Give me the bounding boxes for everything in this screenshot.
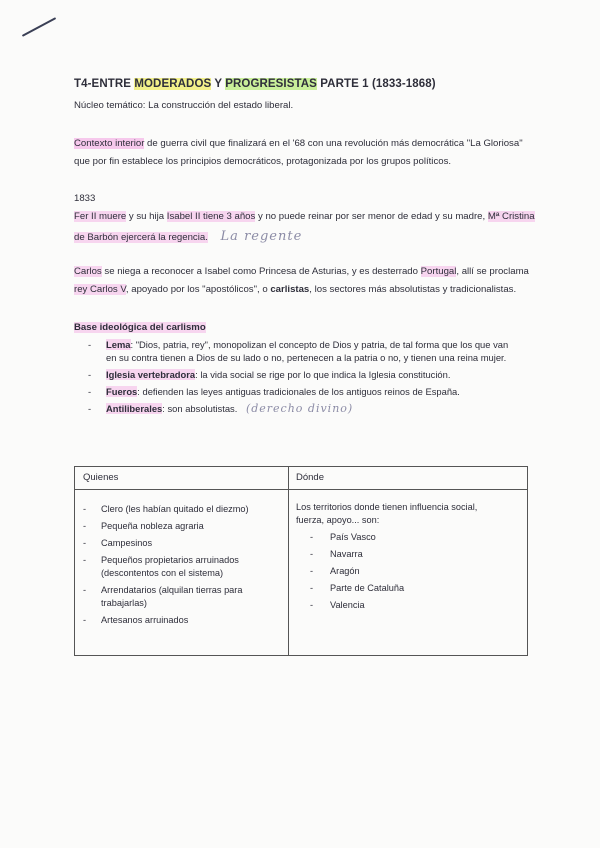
row-dash: - [310,532,314,542]
row-text: Pequeños propietarios arruinados [101,555,239,565]
row-text: Campesinos [101,538,153,548]
handwritten-note-derecho-divino: (derecho divino) [245,402,354,415]
pen-stroke-mark [22,17,56,37]
fernando-text-d: y no puede reinar por ser menor de edad y su madre, [255,211,488,222]
fernando-muere: Fer II muere [74,211,127,222]
donde-intro-text: Los territorios donde tienen influencia social, [296,502,478,512]
carlismo-heading-text: Base ideológica del carlismo [74,322,206,333]
list-item [88,402,508,415]
table-header-donde: Dónde [296,472,324,483]
bullet-term: Antiliberales [106,403,163,414]
fernando-text-b: y su hija [126,211,167,222]
title-suffix: PARTE 1 (1833-1868) [316,78,436,90]
carlos-text-d: , allí se proclama [456,266,529,277]
row-dash: - [310,549,314,559]
quienes-donde-table [74,466,528,656]
carlos-line-1 [74,266,529,277]
row-dash: - [83,504,87,514]
bullet-dash: - [88,369,92,380]
quienes-list [75,503,285,631]
year-1833: 1833 [74,193,96,204]
table-row [296,582,524,595]
donde-intro [296,501,524,527]
carlismo-heading [74,322,206,333]
list-item [88,338,508,364]
bullet-dash: - [88,339,92,350]
carlos-text-b: se niega a reconocer a Isabel como Princesa de Asturias, y es desterrado [101,266,421,277]
maria-cristina: Mª Cristina [487,211,535,222]
table-row [75,537,285,550]
row-dash: - [310,600,314,610]
title-moderados: MODERADOS [134,78,212,90]
table-row [296,548,524,561]
title-y: Y [211,78,226,90]
bullet-dash: - [88,403,92,414]
row-text: Clero (les habían quitado el diezmo) [101,504,249,514]
rey-carlos-v: rey Carlos V [74,284,126,295]
table-row [75,554,285,580]
row-text: Parte de Cataluña [330,583,405,593]
table-row [75,614,285,627]
row-dash: - [310,583,314,593]
row-text: Navarra [330,549,363,559]
bullet-term: Iglesia vertebradora [106,369,196,380]
bullet-dash: - [88,386,92,397]
row-dash: - [310,566,314,576]
regencia-highlight: de Barbón ejercerá la regencia. [74,232,208,243]
table-column-divider [288,467,289,655]
row-dash: - [83,538,87,548]
table-header-divider [75,489,527,490]
row-text: Pequeña nobleza agraria [101,521,204,531]
row-text-continued: (descontentos con el sistema) [101,568,224,578]
row-text: Valencia [330,600,365,610]
portugal-highlight: Portugal [420,266,457,277]
carlos-text-f: , apoyado por los "apostólicos", o [125,284,271,295]
table-row [75,520,285,533]
table-row [75,584,285,610]
table-header-quienes: Quienes [83,472,119,483]
contexto-line-2: que por fin establece los principios democráticos, protagonizada por los grupos políticos. [74,156,452,167]
row-text: País Vasco [330,532,376,542]
carlismo-list [88,338,508,419]
nucleo-tematico: Núcleo temático: La construcción del estado liberal. [74,100,294,111]
bullet-text: : "Dios, patria, rey", monopolizan el concepto de Dios y patria, de tal forma que los que van [130,339,509,350]
bullet-term: Fueros [106,386,138,397]
table-row [296,599,524,612]
carlos-text-h: , los sectores más absolutistas y tradicionalistas. [309,284,517,295]
row-dash: - [83,555,87,565]
title-progresistas: PROGRESISTAS [225,78,317,90]
bullet-text-continued: en su contra tienen a Dios de su lado o no, pertenecen a la patria o no, y tienen una reina mujer. [106,352,507,363]
donde-list [296,501,524,616]
list-item [88,385,508,398]
contexto-line-1 [74,138,523,149]
row-text: Artesanos arruinados [101,615,189,625]
contexto-text: de guerra civil que finalizará en el '68 con una revolución más democrática "La Gloriosa" [144,138,523,149]
table-row [296,565,524,578]
list-item [88,368,508,381]
row-dash: - [83,585,87,595]
row-text-continued: trabajarlas) [101,598,147,608]
table-row [75,503,285,516]
table-row [296,531,524,544]
handwritten-note-regente: La regente [220,229,303,244]
title-prefix: T4-ENTRE [74,78,135,90]
carlistas-term: carlistas [270,284,310,295]
carlos-line-2 [74,284,516,295]
bullet-term: Lema [106,339,131,350]
contexto-highlight: Contexto interior [74,138,145,149]
isabel-edad: Isabel II tiene 3 años [166,211,256,222]
row-text: Aragón [330,566,360,576]
page-title [74,78,436,90]
row-dash: - [83,521,87,531]
bullet-text: : son absolutistas. [162,403,238,414]
fernando-line-2 [74,229,302,244]
fernando-line-1 [74,211,535,222]
bullet-text: : la vida social se rige por lo que indica la Iglesia constitución. [195,369,451,380]
donde-intro-text-2: fuerza, apoyo... son: [296,515,380,525]
row-text: Arrendatarios (alquilan tierras para [101,585,243,595]
carlos-highlight: Carlos [74,266,102,277]
bullet-text: : defienden las leyes antiguas tradicionales de los antiguos reinos de España. [137,386,460,397]
row-dash: - [83,615,87,625]
